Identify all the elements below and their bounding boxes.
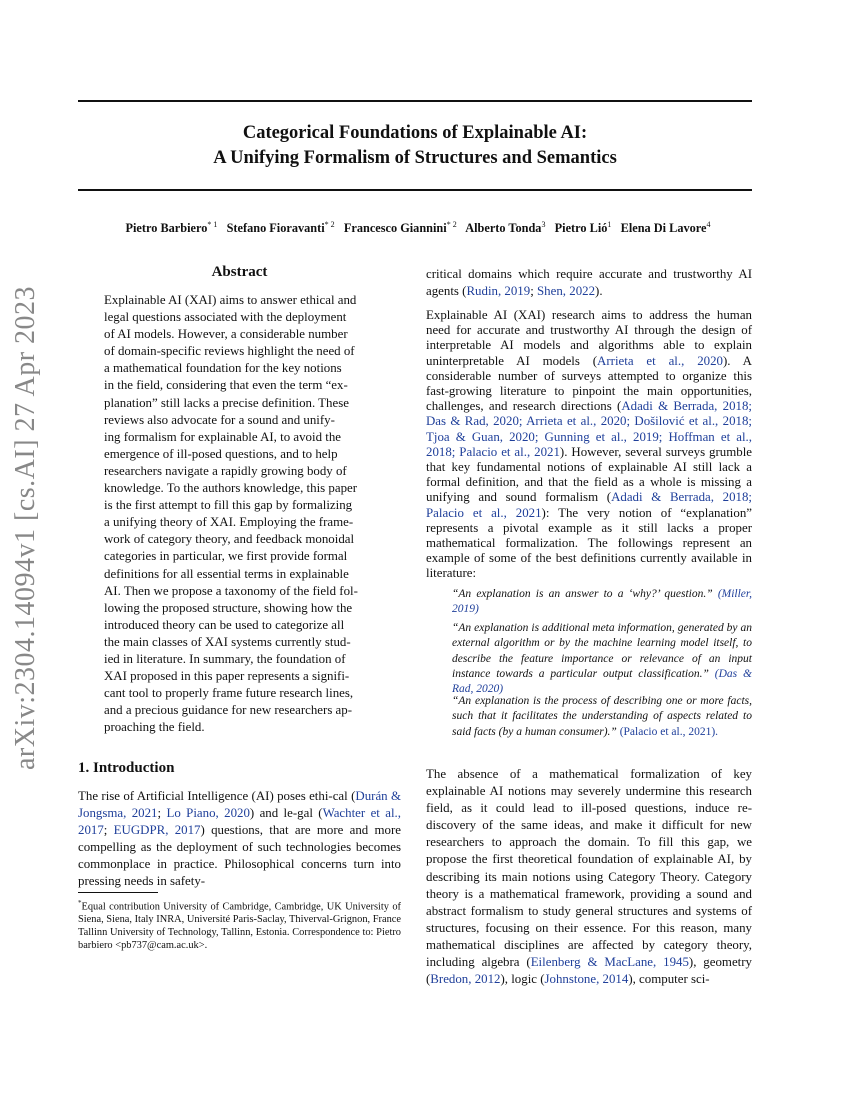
footnote: *Equal contribution University of Cambridge, Cambridge, UK University of Siena, Siena, Italy INRA, Université Paris-Saclay, Thiverval-Grignon, France Tallinn University of Technology, Tallinn, Estonia. Correspondence to: Pietro barbiero <pb737@cam.ac.uk>.	[78, 899, 401, 952]
abstract-line: ied in literature. In summary, the foundation of	[104, 651, 346, 666]
abstract-line: planation” still lacks a precise definition. These	[104, 395, 349, 410]
text-run: The absence of a mathematical formalization of key explainable AI notions may severely undermine this research field, as it could lead to ill-posed questions, induce re-discovery of the same ideas, and make it difficult for new researchers to approach the domain. To fill this gap, we propose the first theoretical foundation of explainable AI, by describing its main notions using Category Theory. Category theory is a mathematical framework, providing a sound and abstract formalism to study general structures and systems of structures, focusing on their essence. For this reason, many mathematical disciplines are affected by category theory, including algebra (	[426, 767, 752, 970]
citation-link[interactable]: Rudin, 2019	[466, 284, 531, 298]
abstract-line: of AI models. However, a considerable number	[104, 327, 348, 342]
abstract-line: categories in particular, we first provide formal	[104, 549, 348, 564]
abstract-line: definitions for all essential terms in explainable	[104, 566, 349, 581]
author-affiliation: * 1	[207, 220, 218, 229]
abstract-line: a mathematical foundation for the key notions	[104, 361, 342, 376]
abstract-line: work of category theory, and feedback monoidal	[104, 532, 355, 547]
abstract-line: cant tool to properly frame future research lines,	[104, 686, 354, 701]
section-heading-introduction: 1. Introduction	[78, 760, 175, 776]
author-affiliation: * 2	[446, 220, 457, 229]
citation-link[interactable]: (Palacio et al., 2021).	[619, 725, 719, 738]
paper-title	[78, 121, 752, 171]
citation-link[interactable]: Arrieta et al., 2020	[597, 353, 723, 368]
abstract-line: XAI proposed in this paper represents a signifi-	[104, 669, 350, 684]
text-run: ;	[530, 284, 538, 298]
arxiv-side-label: arXiv:2304.14094v1 [cs.AI] 27 Apr 2023	[10, 285, 41, 770]
author-affiliation: * 2	[324, 220, 335, 229]
abstract-line: emergence of ill-posed questions, and to help	[104, 446, 338, 461]
abstract-line: in the field, considering that even the term “ex-	[104, 378, 348, 393]
citation-link[interactable]: Durán & Jongsma, 2021	[78, 789, 401, 821]
footnote-text: Equal contribution University of Cambridge, Cambridge, UK University of Siena, Siena, Italy INRA, Université Paris-Saclay, Thiverval-Grignon, France Tallinn University of Technology, Tallinn, Estonia. Correspondence to: Pietro barbiero <pb737@cam.ac.uk>.	[78, 901, 401, 952]
footnote-rule	[78, 892, 158, 893]
abstract-line: Explainable AI (XAI) aims to answer ethical and	[104, 293, 357, 307]
citation-link[interactable]: Adadi & Berrada, 2018; Palacio et al., 2021	[426, 490, 753, 520]
abstract-line: researchers navigate a rapidly growing body of	[104, 463, 347, 478]
text-run: ;	[157, 806, 167, 821]
text-run: ) and le-gal (	[249, 806, 323, 821]
text-run: ): The very notion of “explanation” represents a pivotal example as it still lacks a proper mathematical formalization. The followings represent an example of some of the best definitions currently available in literature:	[426, 505, 752, 581]
abstract-heading: Abstract	[211, 264, 268, 280]
text-run: critical domains which require accurate and trustworthy AI agents (	[426, 267, 752, 298]
text-run: ), computer sci-	[628, 972, 710, 987]
abstract-line: and a precious guidance for new researchers ap-	[104, 703, 353, 718]
quote-text: “An explanation is additional meta information, generated by an external algorithm or by the machine learning model itself, to describe the feature importance or relevance of an input instance towards a particular output classification.”	[452, 622, 752, 680]
text-run: ) questions, that are more and more compelling as the deployment of such technologies becomes commonplace in practice. Philosophical concerns turn into pressing needs in safety-	[78, 823, 402, 889]
text-run: ;	[103, 823, 114, 838]
abstract-line: legal questions associated with the deployment	[104, 310, 347, 325]
author-affiliation: 3	[541, 220, 546, 229]
quote-text: “An explanation is an answer to a ‘why?’ question.”	[452, 588, 718, 600]
author-name: Francesco Giannini	[343, 221, 447, 236]
citation-link[interactable]: Bredon, 2012	[430, 972, 501, 987]
title-line-1: Categorical Foundations of Explainable AI:	[242, 123, 588, 143]
right-column-intro	[426, 266, 752, 582]
abstract-line: a unifying theory of XAI. Employing the frame-	[104, 515, 354, 530]
citation-link[interactable]: Eilenberg & MacLane, 1945	[530, 955, 689, 970]
citation-link[interactable]: EUGDPR, 2017	[113, 823, 201, 838]
citation-link[interactable]: (Das & Rad, 2020)	[452, 667, 752, 696]
text-run: ). However, several surveys grumble that key fundamental notions of explainable AI still lack a formal definition, and that the field as a whole is missing a unifying and sound formalism (	[426, 444, 753, 505]
right-column-paragraph	[426, 766, 752, 988]
author-name: Stefano Fioravanti	[226, 221, 325, 236]
title-top-rule	[78, 100, 752, 102]
citation-link[interactable]: Johnstone, 2014	[544, 972, 629, 987]
citation-link[interactable]: Shen, 2022	[537, 284, 596, 298]
definition-quote-3	[452, 694, 752, 740]
abstract-line: introduced theory can be used to categorize all	[104, 617, 345, 632]
text-run: ), logic (	[500, 972, 545, 987]
abstract-line: is the first attempt to fill this gap by formalizing	[104, 498, 353, 513]
citation-link[interactable]: Wachter et al., 2017	[78, 806, 401, 838]
author-name: Elena Di Lavore	[620, 221, 707, 236]
title-bottom-rule	[78, 189, 752, 191]
abstract-line: proaching the field.	[104, 720, 205, 735]
author-list	[78, 220, 758, 236]
definition-quote-2	[452, 621, 752, 697]
abstract-line: ing formalism for explainable AI, to avoid the	[104, 429, 341, 444]
abstract-line: AI. Then we propose a taxonomy of the field fol-	[104, 583, 358, 598]
text-run: Explainable AI (XAI) research aims to address the human need for accurate and trustworthy AI through the design of interpretable AI models and algorithms able to explain uninterpretable AI models (	[426, 308, 752, 368]
abstract-line: lowing the proposed structure, showing how the	[104, 600, 353, 615]
author-name: Alberto Tonda	[465, 221, 542, 236]
abstract-line: of domain-specific reviews highlight the need of	[104, 344, 355, 359]
text-run: ).	[595, 284, 603, 298]
author-name: Pietro Lió	[554, 221, 608, 236]
citation-link[interactable]: Adadi & Berrada, 2018; Das & Rad, 2020; Arrieta et al., 2020; Došilović et al., 2018; Tjoa & Guan, 2020; Gunning et al., 2019; Hoffman et al., 2018; Palacio et al., 2021	[426, 399, 753, 459]
abstract-body	[104, 292, 376, 736]
abstract-line: the main classes of XAI systems currently stud-	[104, 634, 351, 649]
intro-paragraph	[78, 788, 401, 891]
text-run: ), geometry (	[426, 955, 752, 987]
definition-quote-1	[452, 587, 752, 618]
abstract-line: reviews also advocate for a sound and unify-	[104, 412, 335, 427]
author-affiliation: 4	[706, 220, 711, 229]
author-affiliation: 1	[607, 220, 612, 229]
author-name: Pietro Barbiero	[125, 221, 208, 236]
quote-text: “An explanation is the process of describing one or more facts, such that it facilitates the understanding of aspects related to said facts (by a human consumer).”	[452, 695, 752, 738]
text-run: ). A considerable number of surveys attempted to organize this fast-growing literature to pinpoint the main opportunities, challenges, and research directions (	[426, 353, 752, 414]
text-run: The rise of Artificial Intelligence (AI) poses ethi-cal (	[78, 789, 356, 803]
citation-link[interactable]: Lo Piano, 2020	[166, 806, 250, 821]
abstract-line: knowledge. To the authors knowledge, this paper	[104, 481, 358, 496]
title-line-2: A Unifying Formalism of Structures and Semantics	[213, 148, 617, 168]
citation-link[interactable]: (Miller, 2019)	[452, 588, 752, 616]
